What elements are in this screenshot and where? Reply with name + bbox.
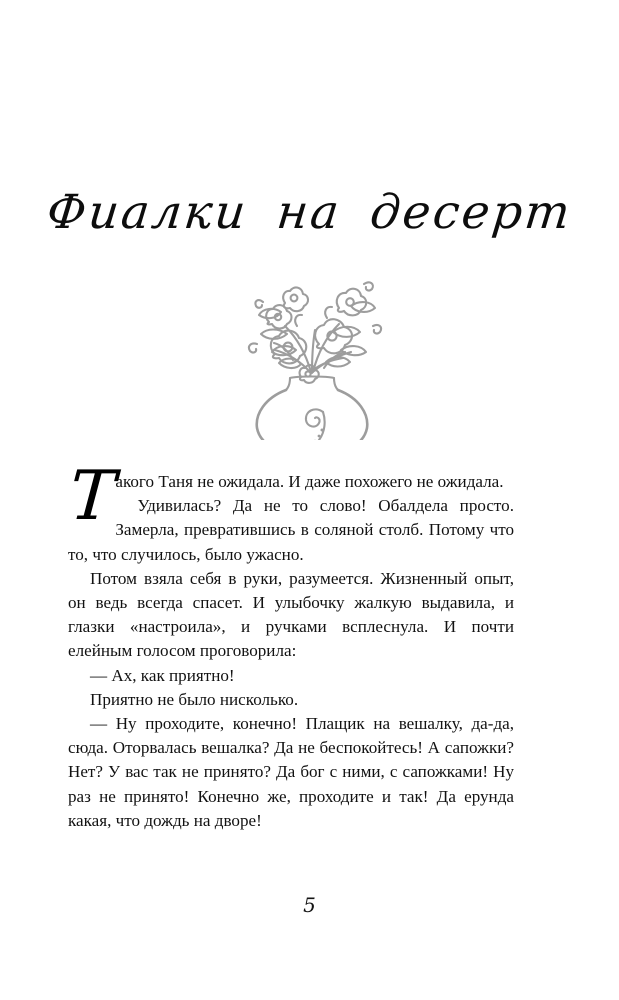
body-text — [67, 457, 514, 833]
paragraph-text: акого Таня не ожидала. И даже похожего не ожидала. — [115, 472, 504, 491]
paragraph — [68, 494, 514, 567]
dialogue-line — [68, 712, 514, 833]
paragraph — [68, 688, 514, 712]
paragraph-text: — Ну проходите, конечно! Плащик на вешалку, да-да, сюда. Оторвалась вешалка? Да не беспокойтесь! А сапожки? Нет? У вас так не принято? Да бог с ними, с сапожками! Ну раз не принято! Конечно же, проходите и так! Да ерунда какая, что дождь на дворе! — [68, 714, 514, 830]
paragraph — [68, 567, 514, 664]
page-number: 5 — [303, 893, 316, 917]
paragraph-text: Удивилась? Да не то слово! Обалдела просто. Замерла, превратившись в соляной столб. Потому что то, что случилось, было ужасно. — [68, 496, 514, 564]
paragraph-text: Потом взяла себя в руки, разумеется. Жизненный опыт, он ведь всегда спасет. И улыбочку жалкую выдавила, и глазки «настроила», и ручками всплеснула. И почти елейным голосом проговорила: — [68, 568, 514, 661]
drop-cap: Т — [67, 457, 118, 536]
paragraph-text: — Ах, как приятно! — [90, 665, 235, 685]
vase-with-flowers-icon — [227, 240, 397, 440]
chapter-title: Фиалки на десерт — [44, 185, 575, 241]
paragraph-text: Приятно не было нисколько. — [90, 689, 299, 709]
dialogue-line — [68, 664, 514, 688]
